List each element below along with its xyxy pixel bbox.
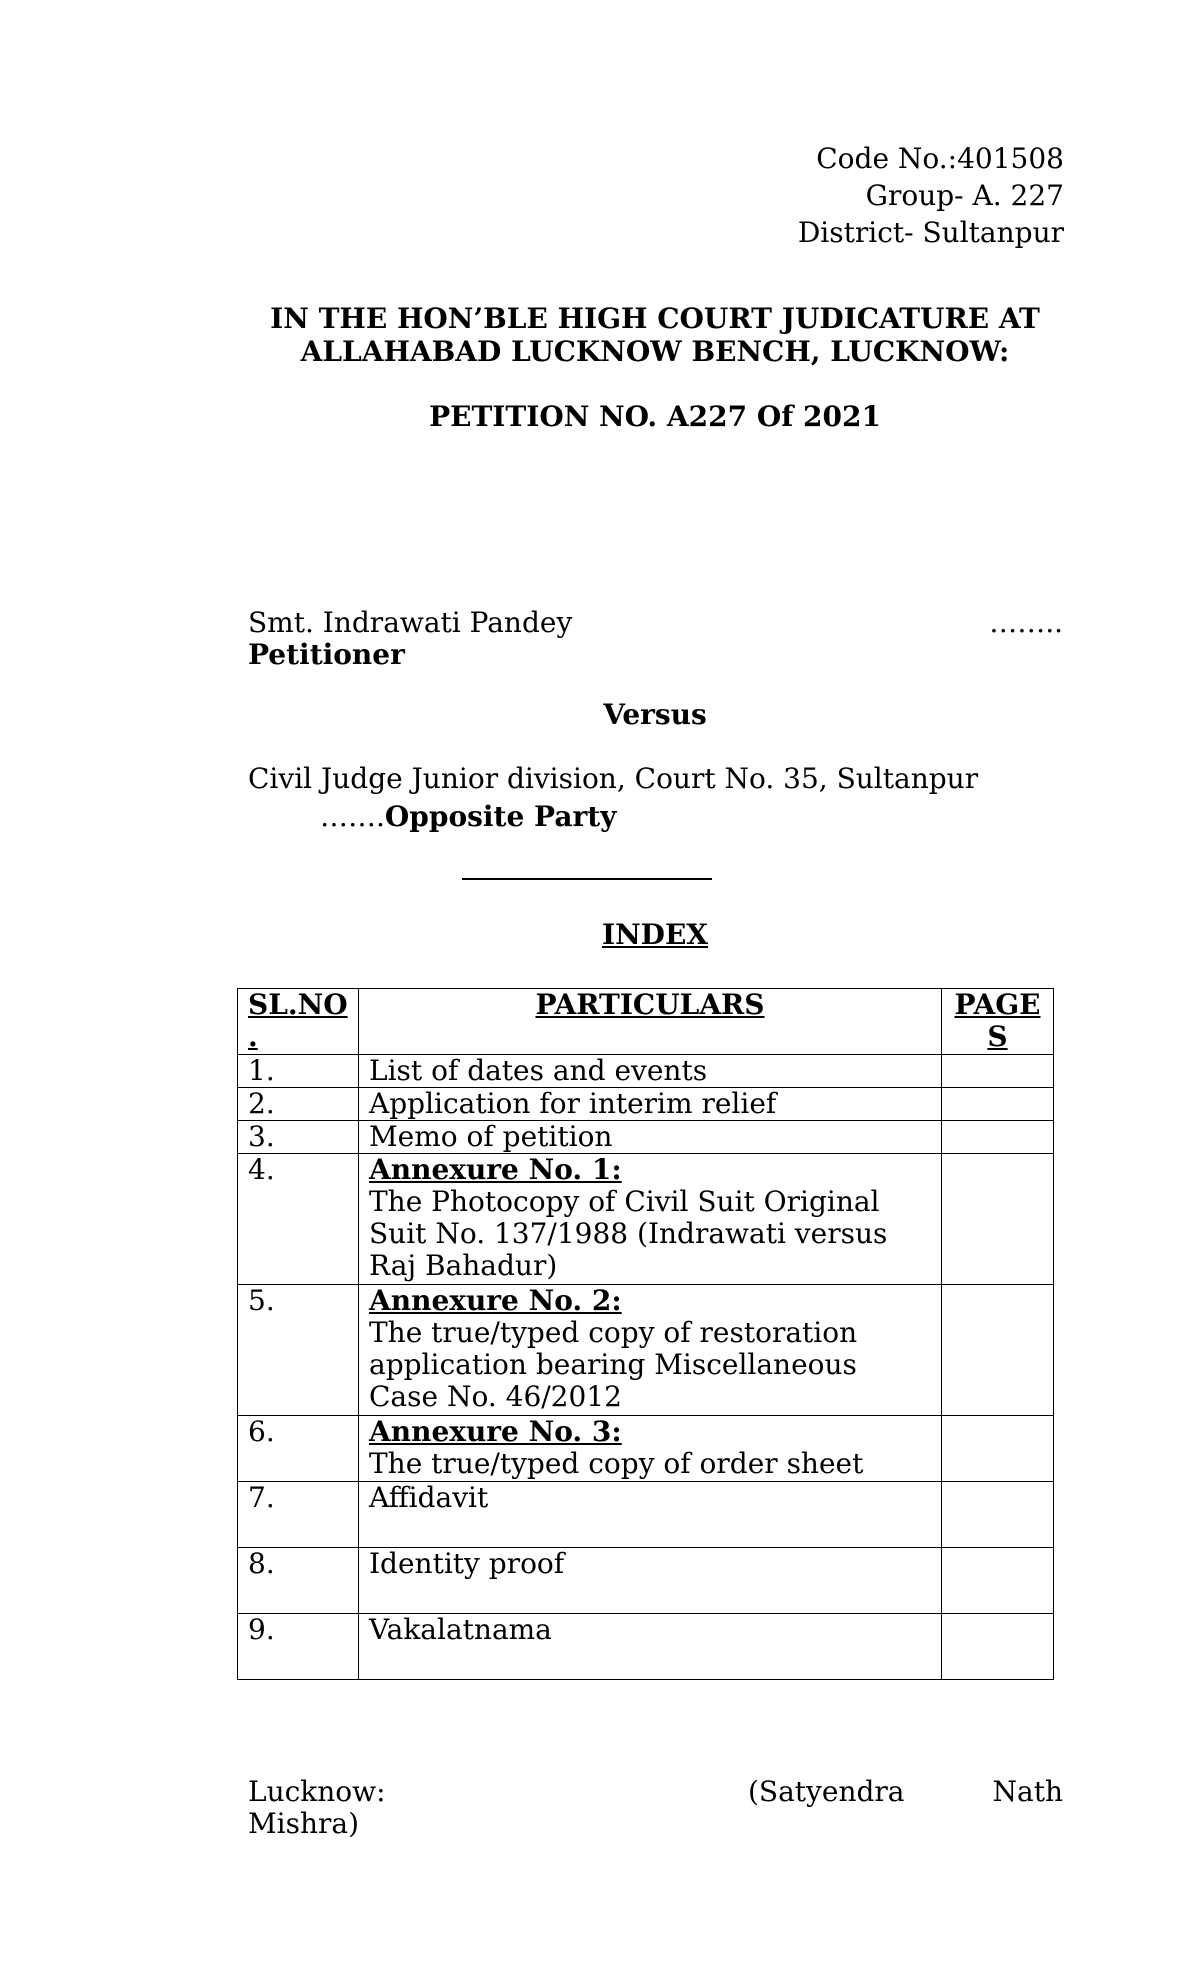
table-row <box>238 1614 1054 1680</box>
table-row <box>238 1416 1054 1482</box>
row-sl-no: 7. <box>238 1482 359 1548</box>
annexure-label: Annexure No. 1: <box>369 1153 622 1186</box>
table-row <box>238 1088 1054 1121</box>
district: District- Sultanpur <box>797 216 1064 249</box>
particulars-text: The Photocopy of Civil Suit Original Suit No. 137/1988 (Indrawati versus Raj Bahadur) <box>369 1185 888 1282</box>
table-row <box>238 1285 1054 1416</box>
petitioner-line <box>248 606 1063 639</box>
petitioner-label: Petitioner <box>248 638 405 671</box>
code-number: Code No.:401508 <box>816 142 1064 175</box>
row-particulars <box>359 1548 942 1614</box>
header-particulars: PARTICULARS <box>359 989 942 1055</box>
opposite-dots: ……. <box>320 800 385 833</box>
row-particulars <box>359 1482 942 1548</box>
row-pages <box>942 1614 1054 1680</box>
row-particulars <box>359 1088 942 1121</box>
row-particulars <box>359 1121 942 1154</box>
annexure-label: Annexure No. 2: <box>369 1284 622 1317</box>
court-heading <box>0 302 1200 368</box>
row-pages <box>942 1055 1054 1088</box>
row-pages <box>942 1154 1054 1285</box>
case-header <box>798 140 1064 251</box>
table-row <box>238 1548 1054 1614</box>
table-row <box>238 1121 1054 1154</box>
particulars-text: The true/typed copy of restoration application bearing Miscellaneous Case No. 46/2012 <box>369 1316 858 1413</box>
row-sl-no: 5. <box>238 1285 359 1416</box>
row-pages <box>942 1548 1054 1614</box>
group-number: Group- A. 227 <box>865 179 1064 212</box>
row-particulars <box>359 1416 942 1482</box>
row-pages <box>942 1121 1054 1154</box>
petitioner-name: Smt. Indrawati Pandey <box>248 606 573 639</box>
court-heading-line1: IN THE HON’BLE HIGH COURT JUDICATURE AT <box>270 302 1040 335</box>
versus-label: Versus <box>603 698 707 731</box>
particulars-text: Affidavit <box>369 1481 489 1514</box>
row-particulars <box>359 1285 942 1416</box>
signature-block <box>248 1776 1063 1840</box>
separator-rule <box>462 878 712 880</box>
header-sl-no: SL.NO . <box>238 989 359 1055</box>
court-heading-line2: ALLAHABAD LUCKNOW BENCH, LUCKNOW: <box>300 335 1010 368</box>
row-sl-no: 1. <box>238 1055 359 1088</box>
opposite-party-name: Civil Judge Junior division, Court No. 35, Sultanpur <box>248 762 979 795</box>
signature-end: Mishra) <box>248 1807 360 1840</box>
index-table-body <box>238 1055 1054 1680</box>
row-particulars <box>359 1614 942 1680</box>
index-table <box>237 988 1054 1680</box>
opposite-party-label: Opposite Party <box>384 800 617 833</box>
row-pages <box>942 1416 1054 1482</box>
particulars-text: Application for interim relief <box>369 1087 777 1120</box>
row-sl-no: 2. <box>238 1088 359 1121</box>
row-sl-no: 6. <box>238 1416 359 1482</box>
row-particulars <box>359 1055 942 1088</box>
table-row <box>238 1482 1054 1548</box>
row-pages <box>942 1285 1054 1416</box>
particulars-text: Vakalatnama <box>369 1613 552 1646</box>
row-pages <box>942 1088 1054 1121</box>
row-sl-no: 4. <box>238 1154 359 1285</box>
table-row <box>238 1154 1054 1285</box>
index-title: INDEX <box>601 918 709 951</box>
table-header-row <box>238 989 1054 1055</box>
signature-open: (Satyendra <box>748 1775 905 1808</box>
particulars-text: Memo of petition <box>369 1120 613 1153</box>
petition-number: PETITION NO. A227 Of 2021 <box>429 400 881 433</box>
table-row <box>238 1055 1054 1088</box>
annexure-label: Annexure No. 3: <box>369 1415 622 1448</box>
footer-place: Lucknow: <box>248 1775 386 1808</box>
row-sl-no: 8. <box>238 1548 359 1614</box>
row-sl-no: 3. <box>238 1121 359 1154</box>
row-pages <box>942 1482 1054 1548</box>
row-particulars <box>359 1154 942 1285</box>
particulars-text: The true/typed copy of order sheet <box>369 1447 864 1480</box>
particulars-text: Identity proof <box>369 1547 565 1580</box>
header-pages: PAGE S <box>942 989 1054 1055</box>
opposite-party-line <box>248 800 1135 833</box>
petitioner-dots: …….. <box>989 606 1063 639</box>
particulars-text: List of dates and events <box>369 1054 708 1087</box>
row-sl-no: 9. <box>238 1614 359 1680</box>
signature-mid: Nath <box>992 1775 1063 1808</box>
